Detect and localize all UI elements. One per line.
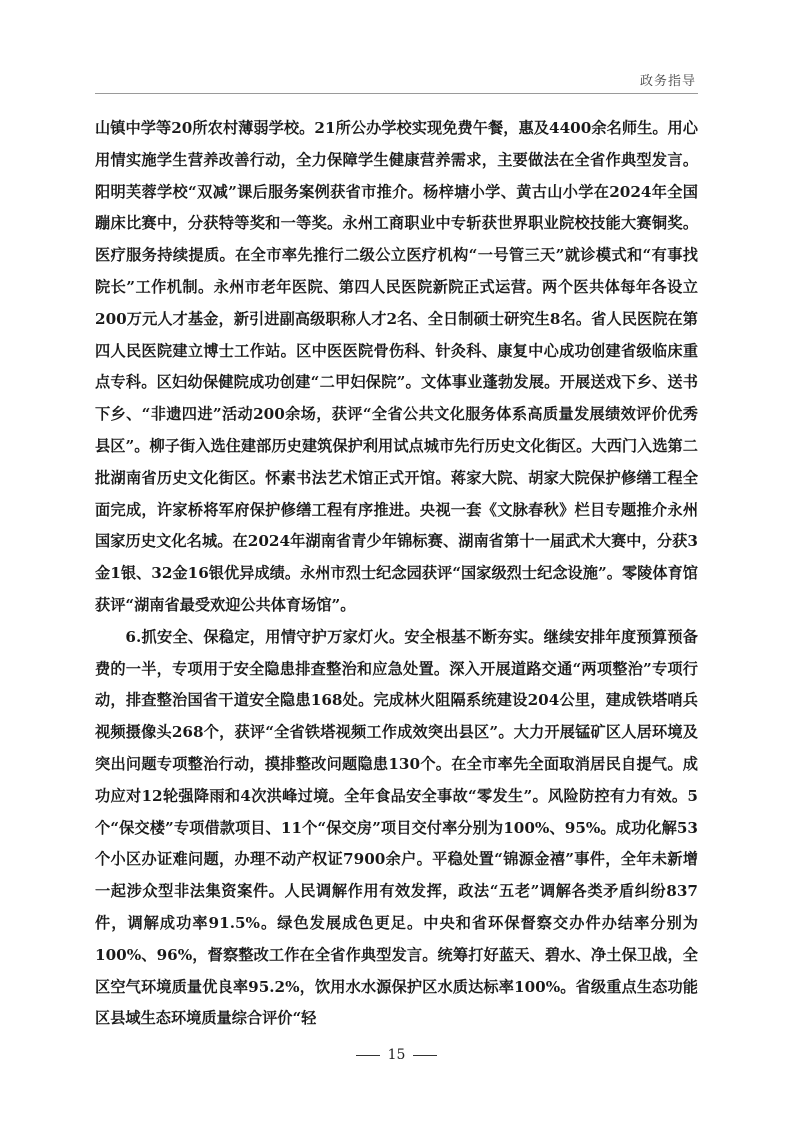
page-number-dash-right: [413, 1055, 437, 1056]
paragraph-safety-stability: 6.抓安全、保稳定，用情守护万家灯火。安全根基不断夯实。继续安排年度预算预备费的一半，专项用于安全隐患排查整治和应急处置。深入开展道路交通“两项整治”专项行动，排查整治国省干道安全隐患168处。完成林火阻隔系统建设204公里，建成铁塔哨兵视频摄像头268个，获评“全省铁塔视频工作成效突出县区”。大力开展锰矿区人居环境及突出问题专项整治行动，摸排整改问题隐患130个。在全市率先全面取消居民自提气。成功应对12轮强降雨和4次洪峰过境。全年食品安全事故“零发生”。风险防控有力有效。5个“保交楼”专项借款项目、11个“保交房”项目交付率分别为100%、95%。成功化解53个小区办证难问题，办理不动产权证7900余户。平稳处置“锦源金禧”事件，全年未新增一起涉众型非法集资案件。人民调解作用有效发挥，政法“五老”调解各类矛盾纠纷837件，调解成功率91.5%。绿色发展成色更足。中央和省环保督察交办件办结率分别为100%、96%，督察整改工作在全省作典型发言。统筹打好蓝天、碧水、净土保卫战，全区空气环境质量优良率95.2%，饮用水水源保护区水质达标率100%。省级重点生态功能区县域生态环境质量综合评价“轻: [95, 627, 698, 1028]
page-number: 15: [387, 1047, 406, 1063]
paragraph-continuation: 山镇中学等20所农村薄弱学校。21所公办学校实现免费午餐，惠及4400余名师生。用心用情实施学生营养改善行动，全力保障学生健康营养需求，主要做法在全省作典型发言。阳明芙蓉学校“双减”课后服务案例获省市推介。杨梓塘小学、黄古山小学在2024年全国蹦床比赛中，分获特等奖和一等奖。永州工商职业中专斩获世界职业院校技能大赛铜奖。医疗服务持续提质。在全市率先推行二级公立医疗机构“一号管三天”就诊模式和“有事找院长”工作机制。永州市老年医院、第四人民医院新院正式运营。两个医共体每年各设立200万元人才基金，新引进副高级职称人才2名、全日制硕士研究生8名。省人民医院在第四人民医院建立博士工作站。区中医医院骨伤科、针灸科、康复中心成功创建省级临床重点专科。区妇幼保健院成功创建“二甲妇保院”。文体事业蓬勃发展。开展送戏下乡、送书下乡、“非遗四进”活动200余场，获评“全省公共文化服务体系高质量发展绩效评价优秀县区”。柳子街入选住建部历史建筑保护利用试点城市先行历史文化街区。大西门入选第二批湖南省历史文化街区。怀素书法艺术馆正式开馆。蒋家大院、胡家大院保护修缮工程全面完成，许家桥将军府保护修缮工程有序推进。央视一套《文脉春秋》栏目专题推介永州国家历史文化名城。在2024年湖南省青少年锦标赛、湖南省第十一届武术大赛中，分获3金1银、32金16银优异成绩。永州市烈士纪念园获评“国家级烈士纪念设施”。零陵体育馆获评“湖南省最受欢迎公共体育场馆”。: [95, 119, 698, 614]
document-body: [95, 113, 698, 1035]
page-header: [0, 70, 793, 94]
section-label: 政务指导: [639, 74, 696, 89]
header-divider: [95, 93, 698, 94]
page-footer: [0, 1047, 793, 1063]
page-number-dash-left: [356, 1055, 380, 1056]
